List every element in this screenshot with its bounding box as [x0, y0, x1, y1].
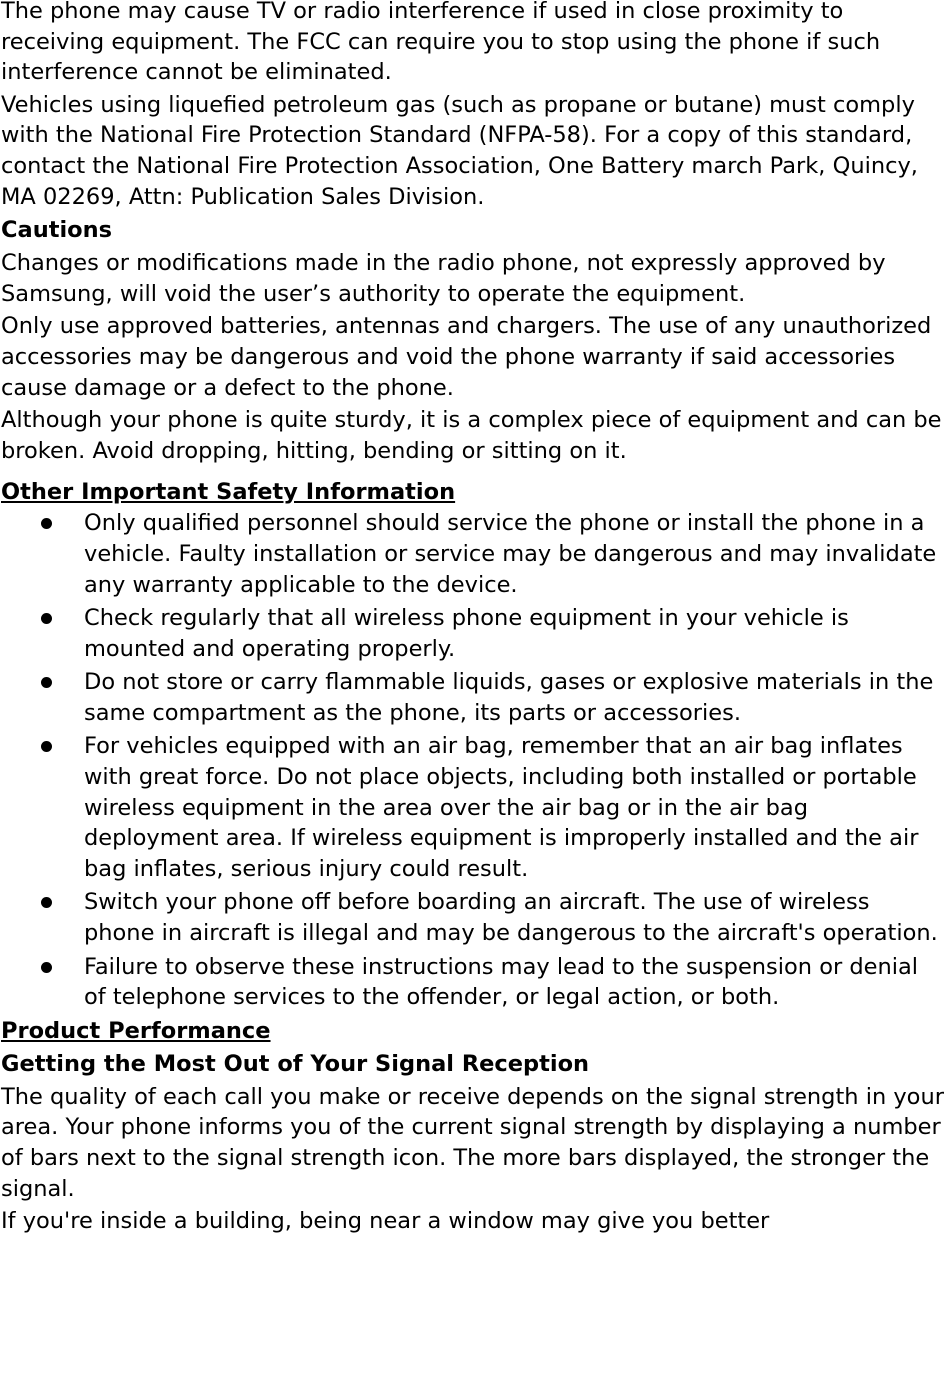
list-item: [1, 603, 945, 664]
bullet-dot-icon: [41, 741, 52, 752]
product-performance-heading: Product Performance: [1, 1017, 271, 1044]
list-item-text: Failure to observe these instructions may lead to the suspension or denial of telephone services to the offender, or legal action, or both.: [84, 953, 919, 1011]
paragraph-tv-interference: The phone may cause TV or radio interference if used in close proximity to receiving equipment. The FCC can require you to stop using the phone if such interference cannot be eliminated.: [1, 0, 881, 86]
cautions-heading: Cautions: [1, 217, 113, 244]
bullet-dot-icon: [41, 518, 52, 529]
paragraph-modifications: Changes or modifications made in the radio phone, not expressly approved by Samsung, will void the user’s authority to operate the equipment.: [1, 250, 886, 307]
list-item-text: Do not store or carry flammable liquids, gases or explosive materials in the same compartment as the phone, its parts or accessories.: [84, 669, 934, 726]
paragraph-lpg-vehicles: Vehicles using liquefied petroleum gas (such as propane or butane) must comply with the National Fire Protection Standard (NFPA-58). For a copy of this standard, contact the National Fire Protection Association, One Battery march Park, Quincy, MA 02269, Attn: Publication Sales Division.: [1, 91, 918, 210]
list-item-text: Check regularly that all wireless phone equipment in your vehicle is mounted and operating properly.: [84, 605, 849, 662]
paragraph-sturdy-phone: Although your phone is quite sturdy, it is a complex piece of equipment and can be broken. Avoid dropping, hitting, bending or sitting on it.: [1, 407, 942, 464]
paragraph-signal-strength: The quality of each call you make or receive depends on the signal strength in your area. Your phone informs you of the current signal strength by displaying a number of bars next to the signal strength icon. The more bars displayed, the stronger the signal.: [1, 1083, 944, 1202]
paragraph-inside-building: If you're inside a building, being near a window may give you better: [1, 1208, 770, 1235]
list-item: [1, 952, 945, 1013]
bullet-dot-icon: [41, 677, 52, 688]
list-item: [1, 887, 945, 948]
other-safety-heading: Other Important Safety Information: [1, 479, 456, 506]
list-item: [1, 731, 945, 884]
list-item: [1, 508, 945, 600]
safety-bullet-list: [1, 508, 945, 1013]
paragraph-approved-accessories: Only use approved batteries, antennas and chargers. The use of any unauthorized accessories may be dangerous and void the phone warranty if said accessories cause damage or a defect to the phone.: [1, 313, 932, 401]
list-item-text: For vehicles equipped with an air bag, remember that an air bag inflates with great force. Do not place objects, including both installed or portable wireless equipment in the area over the air bag or in the air bag deployment area. If wireless equipment is improperly installed and the air bag inflates, serious injury could result.: [84, 733, 919, 882]
signal-reception-subheading: Getting the Most Out of Your Signal Reception: [1, 1050, 590, 1077]
list-item-text: Only qualified personnel should service the phone or install the phone in a vehicle. Faulty installation or service may be dangerous and may invalidate any warranty applicable to the device.: [84, 510, 937, 598]
bullet-dot-icon: [41, 613, 52, 624]
bullet-dot-icon: [41, 897, 52, 908]
list-item-text: Switch your phone off before boarding an aircraft. The use of wireless phone in aircraft is illegal and may be dangerous to the aircraft's operation.: [84, 889, 938, 947]
list-item: [1, 667, 945, 728]
bullet-dot-icon: [41, 962, 52, 973]
